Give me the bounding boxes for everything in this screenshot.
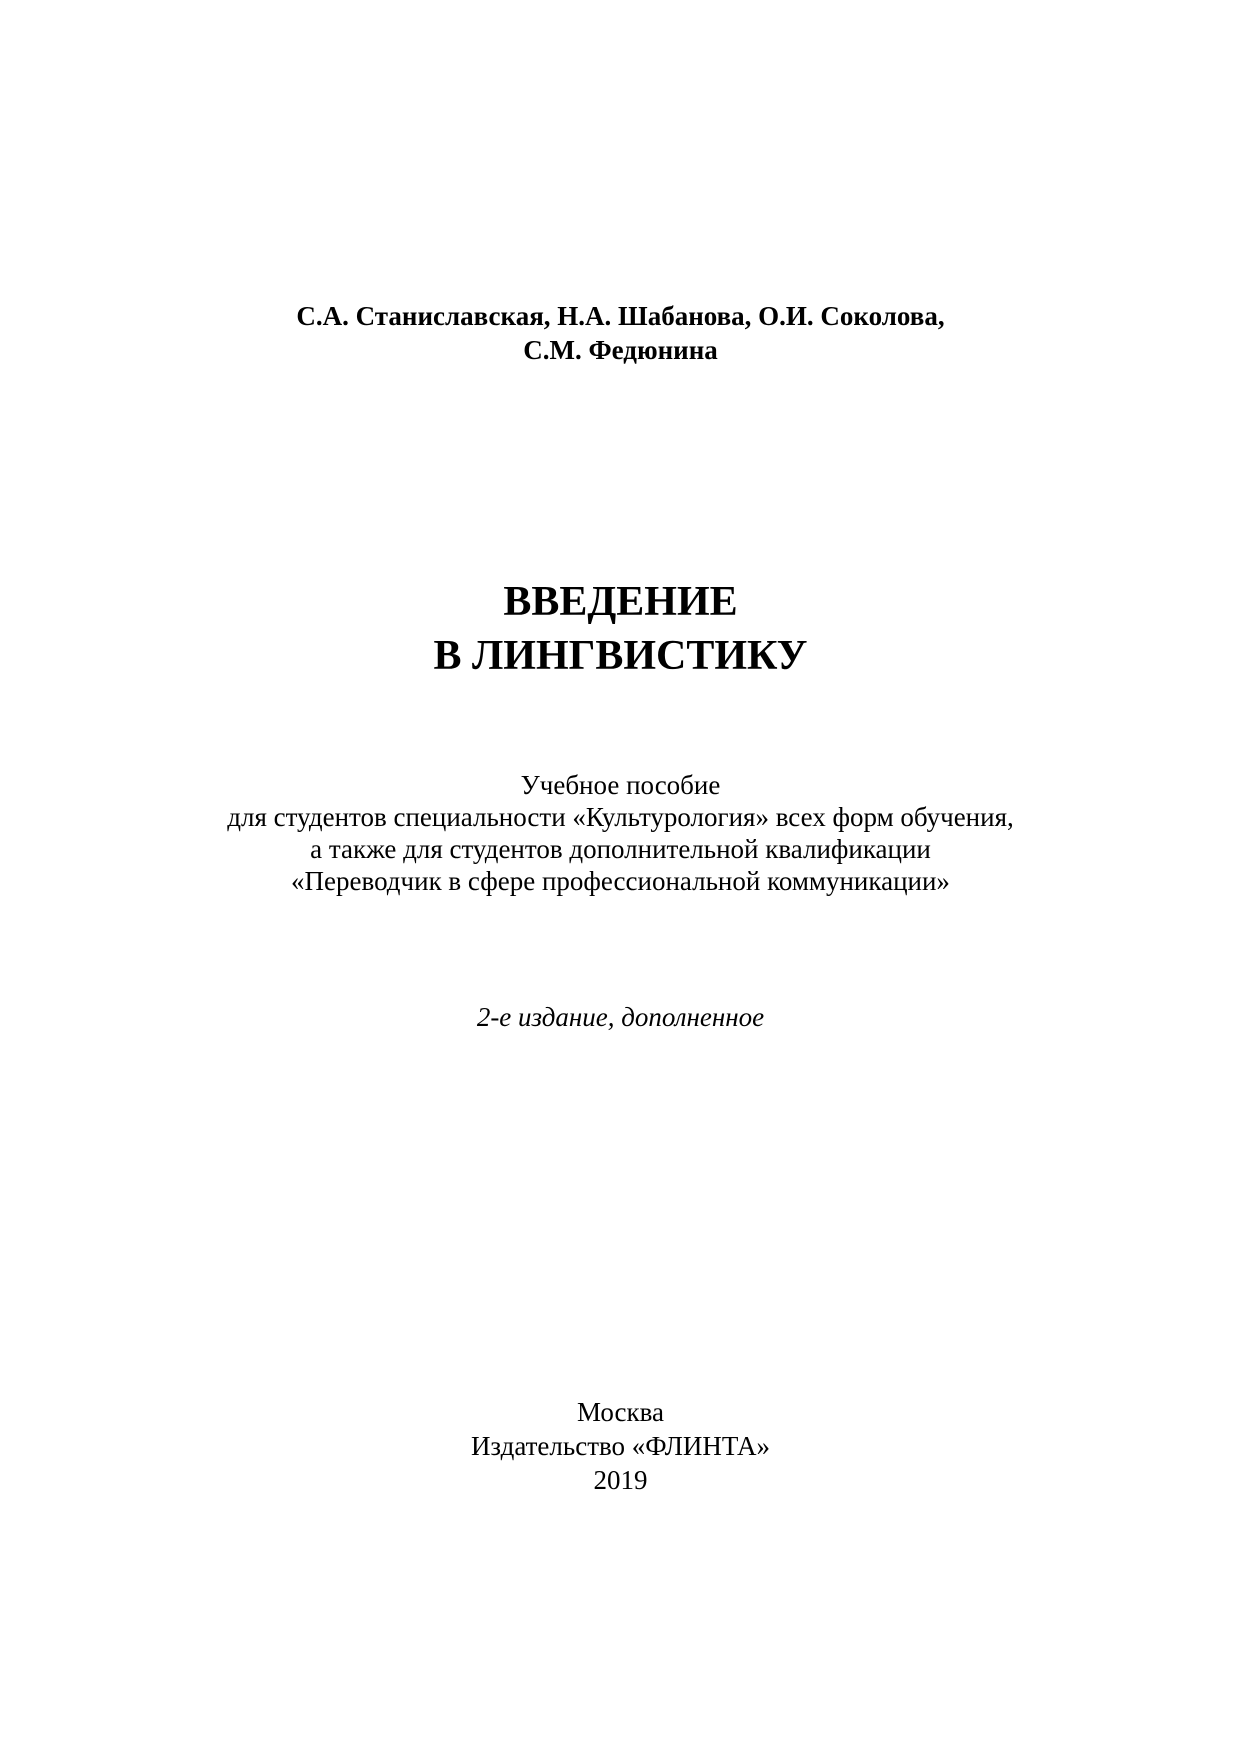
description-line-4: «Переводчик в сфере профессиональной коммуникации» xyxy=(291,866,950,896)
description-line-1: Учебное пособие xyxy=(520,770,721,800)
imprint-year: 2019 xyxy=(593,1465,648,1495)
description-line-3: а также для студентов дополнительной квалификации xyxy=(310,834,931,864)
authors-line-1: С.А. Станиславская, Н.А. Шабанова, О.И. Соколова, xyxy=(296,301,945,331)
title-line-2: В ЛИНГВИСТИКУ xyxy=(433,633,808,679)
title-line-1: ВВЕДЕНИЕ xyxy=(503,579,738,625)
authors-line-2: С.М. Федюнина xyxy=(523,335,718,365)
edition-note: 2-е издание, дополненное xyxy=(476,1002,765,1032)
imprint-publisher: Издательство «ФЛИНТА» xyxy=(470,1431,771,1461)
description-line-2: для студентов специальности «Культурология» всех форм обучения, xyxy=(227,802,1014,832)
imprint-city: Москва xyxy=(577,1397,664,1427)
